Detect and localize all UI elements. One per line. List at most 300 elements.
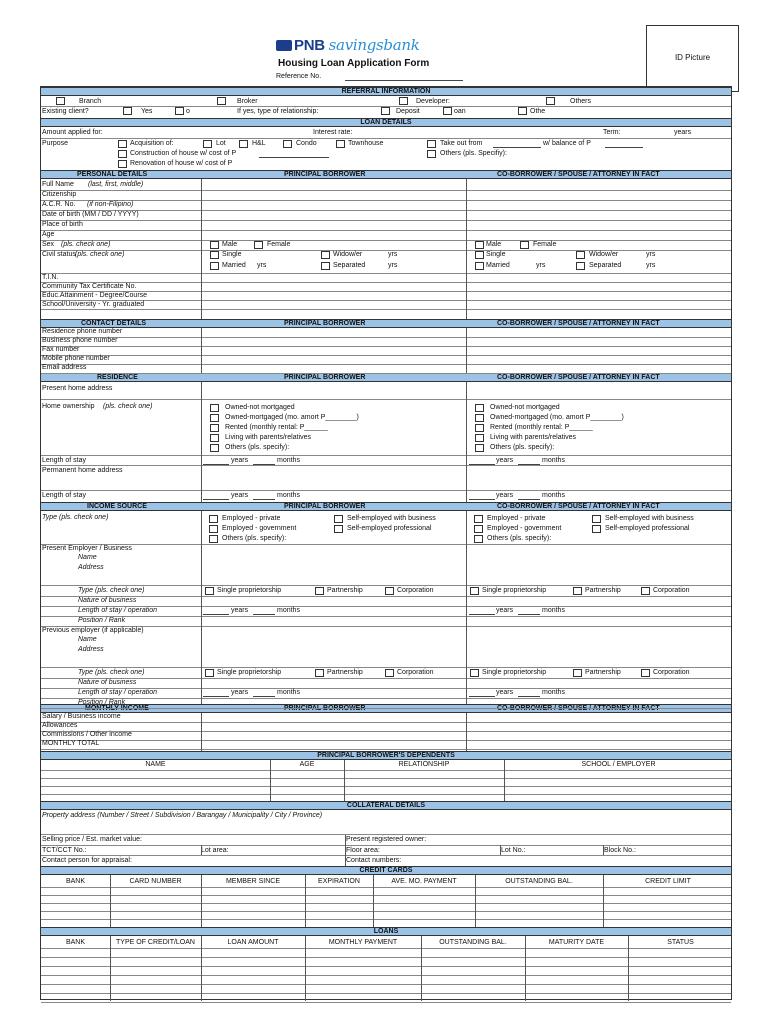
educ-label: Educ.Attainment - Degree/Course [42,292,148,299]
takeout-checkbox[interactable] [427,140,436,148]
cb-present-employer-sole-label: Single proprietorship [482,587,547,594]
lot-no-label: Lot No.: [501,847,526,854]
divider [41,190,731,191]
pb-others-residence-label: Others (pls. specify): [225,444,290,451]
cb-years-2-field[interactable] [469,499,495,500]
developer-checkbox[interactable] [399,97,408,105]
selling-price-label: Selling price / Est. market value: [42,836,142,843]
credit-card-col-header: OUTSTANDING BAL. [505,878,573,885]
cb-female-label: Female [533,241,557,248]
pb-years-2-field[interactable] [203,499,229,500]
pb-owned-mortgaged-checkbox[interactable] [210,414,219,422]
personal-details-header: PERSONAL DETAILS PRINCIPAL BORROWER CO-BORROWER / SPOUSE / ATTORNEY IN FACT [41,170,731,179]
sex-label: Sex [42,241,55,248]
cb-owned-not-mortgaged-checkbox[interactable] [475,404,484,412]
divider [41,770,731,771]
column-divider [201,875,202,927]
cb-previous-employer-corporation-checkbox[interactable] [641,669,650,677]
cb-rented-label: Rented (monthly rental: P______ [490,424,593,431]
column-divider [201,713,202,751]
previous-employer-type-label: Type (pls. check one) [78,669,145,676]
dependents-col-header: SCHOOL / EMPLOYER [581,761,656,768]
pb-present-employer-years-label: years [231,607,249,614]
dependents-col-header: AGE [299,761,315,768]
cb-living-with-parents-checkbox[interactable] [475,434,484,442]
others-checkbox[interactable] [546,97,555,105]
cb-female-checkbox[interactable] [520,241,529,249]
other-label: Othe [530,108,546,115]
term-label: Term: [603,129,621,136]
cb-widower-label: Widow/er [589,251,619,258]
pb-rented-label: Rented (monthly rental: P______ [225,424,328,431]
residence-phone-label: Residence phone number [42,328,123,335]
mobile-label: Mobile phone number [42,355,110,362]
monthly-income-header: MONTHLY INCOME PRINCIPAL BORROWER CO-BORROWER / SPOUSE / ATTORNEY IN FACT [41,704,731,713]
present-employer: Present Employer / Business [42,545,132,552]
divider [41,678,731,679]
divider [41,616,731,617]
deposit-label: Deposit [396,108,420,115]
tct-label: TCT/CCT No.: [42,847,87,854]
cb-previous-employer-sole-label: Single proprietorship [482,669,547,676]
block-no-label: Block No.: [604,847,636,854]
ownership-label: Home ownership [42,403,95,410]
column-divider [466,713,467,751]
loan-col-header: BANK [65,939,86,946]
renovation-label: Renovation of house w/ cost of P [130,160,233,167]
column-divider [603,875,604,927]
present-employer-type-label: Type (pls. check one) [78,587,145,594]
divider [41,337,731,338]
pb-owned-mortgaged-label: Owned-mortgaged (mo. amort P________) [225,414,359,421]
pb-income-others-checkbox[interactable] [209,535,218,543]
allowances-label: Allowances [42,722,78,729]
dependents-col-header: NAME [145,761,166,768]
divider [41,911,731,912]
income-source-header: INCOME SOURCE PRINCIPAL BORROWER CO-BORROWER / SPOUSE / ATTORNEY IN FACT [41,502,731,511]
pb-male-label: Male [222,241,238,248]
cb-present-employer-years-field[interactable] [469,614,495,615]
pb-living-with-parents-checkbox[interactable] [210,434,219,442]
cb-previous-employer-sole-checkbox[interactable] [470,669,479,677]
column-divider [500,845,501,855]
branch-label: Branch [79,98,102,105]
pb-previous-employer-years-field[interactable] [203,696,229,697]
construction-label: Construction of house w/ cost of P [130,150,237,157]
cb-present-employer-corporation-label: Corporation [653,587,690,594]
divider [41,708,731,709]
contact-details-header: CONTACT DETAILS PRINCIPAL BORROWER CO-BORROWER / SPOUSE / ATTORNEY IN FACT [41,319,731,328]
cb-present-employer-years-label: years [496,607,514,614]
loan-col-header: TYPE OF CREDIT/LOAN [116,939,195,946]
column-divider [603,845,604,855]
pb-previous-employer-partnership-checkbox[interactable] [315,669,324,677]
lot-checkbox[interactable] [203,140,212,148]
present-employer-address-label: Address [78,564,104,571]
id-picture-box[interactable]: ID Picture [646,25,739,92]
pb-months-2-field[interactable] [253,499,275,500]
cb-owned-mortgaged-checkbox[interactable] [475,414,484,422]
tin-label: T.I.N. [42,274,59,281]
cb-previous-employer-partnership-checkbox[interactable] [573,669,582,677]
no-checkbox[interactable] [175,107,184,115]
pb-years-2-label: years [231,492,249,499]
pb-separated-checkbox[interactable] [321,262,330,270]
cb-months-2-field[interactable] [518,499,540,500]
cb-self-employed-business-label: Self-employed with business [605,515,694,522]
pb-married-label: Married [222,262,246,269]
cb-widower-checkbox[interactable] [576,251,585,259]
divider [41,731,731,732]
column-divider [345,835,346,866]
branch-checkbox[interactable] [56,97,65,105]
cb-self-employed-professional-checkbox[interactable] [592,525,601,533]
loan-label: oan [454,108,466,115]
divider [41,786,731,787]
reference-label: Reference No. [276,73,322,80]
divider [41,794,731,795]
pb-present-employer-months-label: months [277,607,300,614]
divider [41,596,731,597]
pb-months-2-label: months [277,492,300,499]
pb-self-employed-professional-label: Self-employed professional [347,525,432,532]
townhouse-checkbox[interactable] [336,140,345,148]
loan-col-header: MATURITY DATE [548,939,605,946]
cb-employed-government-checkbox[interactable] [474,525,483,533]
full-name-label: Full Name [42,181,74,188]
column-divider [466,179,467,319]
divider [41,282,731,283]
column-divider [110,875,111,927]
monthly-total-label: MONTHLY TOTAL [42,740,100,747]
cb-previous-employer-years-field[interactable] [469,696,495,697]
pb-previous-employer-sole-checkbox[interactable] [205,669,214,677]
divider [41,667,731,668]
column-divider [466,382,467,502]
pb-previous-employer-years-label: years [231,689,249,696]
cb-present-employer-months-label: months [542,607,565,614]
pb-previous-employer-corporation-checkbox[interactable] [385,669,394,677]
pb-employed-private-label: Employed - private [222,515,281,522]
credit-card-col-header: MEMBER SINCE [225,878,281,885]
form-title: Housing Loan Application Form [278,58,430,69]
column-divider [628,936,629,1001]
pb-owned-not-mortgaged-label: Owned-not mortgaged [225,404,295,411]
divider [41,230,731,231]
pb-employed-government-checkbox[interactable] [209,525,218,533]
pb-previous-employer-months-field[interactable] [253,696,275,697]
pb-self-employed-business-checkbox[interactable] [334,515,343,523]
divider [41,698,731,699]
column-divider [201,936,202,1001]
divider [41,373,731,374]
divider [41,1002,731,1003]
divider [41,355,731,356]
column-divider [475,875,476,927]
cb-separated-label: Separated [589,262,622,269]
pob-label: Place of birth [42,221,83,228]
divider [41,309,731,310]
credit-card-col-header: AVE. MO. PAYMENT [391,878,457,885]
cb-others-residence-label: Others (pls. specify): [490,444,555,451]
divider [41,346,731,347]
pb-present-employer-partnership-label: Partnership [327,587,363,594]
cb-male-checkbox[interactable] [475,241,484,249]
loan-checkbox[interactable] [443,107,452,115]
others-label: Others [570,98,592,105]
cb-single-label: Single [486,251,506,258]
column-divider [421,936,422,1001]
others-purpose-label: Others (pls. Specifiy): [440,150,507,157]
pb-self-employed-professional-checkbox[interactable] [334,525,343,533]
balance-field[interactable] [605,147,643,148]
cb-male-label: Male [486,241,502,248]
acquisition-checkbox[interactable] [118,140,127,148]
divider [41,855,731,856]
column-divider [201,328,202,373]
divider [41,210,731,211]
sex-hint: (pls. check one) [61,241,111,248]
civil-status-hint: (pls. check one) [75,251,125,258]
business-phone-label: Business phone number [42,337,118,344]
cb-married-checkbox[interactable] [475,262,484,270]
divider [41,585,731,586]
cb-employed-private-checkbox[interactable] [474,515,483,523]
salary-label: Salary / Business income [42,713,121,720]
column-divider [466,511,467,704]
citizenship-label: Citizenship [42,191,77,198]
cb-separated-checkbox[interactable] [576,262,585,270]
pb-present-employer-corporation-checkbox[interactable] [385,587,394,595]
acr-label: A.C.R. No. [42,201,76,208]
column-divider [305,936,306,1001]
cb-single-checkbox[interactable] [475,251,484,259]
loan-col-header: LOAN AMOUNT [227,939,279,946]
column-divider [373,875,374,927]
cb-self-employed-professional-label: Self-employed professional [605,525,690,532]
pb-present-employer-sole-label: Single proprietorship [217,587,282,594]
previous-employer: Previous employer (if applicable) [42,627,144,634]
pb-others-residence-checkbox[interactable] [210,444,219,452]
cb-present-employer-partnership-label: Partnership [585,587,621,594]
cb-separated-yrs: yrs [646,262,656,269]
cb-self-employed-business-checkbox[interactable] [592,515,601,523]
takeout-field[interactable] [493,147,541,148]
column-divider [305,875,306,927]
divider [41,300,731,301]
loan-col-header: OUTSTANDING BAL. [439,939,507,946]
cb-income-others-checkbox[interactable] [474,535,483,543]
cb-months-2-label: months [542,492,565,499]
previous-employer-name-label: Name [78,636,97,643]
pb-previous-employer-months-label: months [277,689,300,696]
cb-married-yrs: yrs [536,262,546,269]
pb-married-checkbox[interactable] [210,262,219,270]
term-years-label: years [674,129,692,136]
previous-employer-address-label: Address [78,646,104,653]
pnb-savingsbank-logo: PNB savingsbank [276,36,420,54]
cb-employed-government-label: Employed - government [487,525,562,532]
developer-label: Developer: [416,98,450,105]
reference-field[interactable] [345,80,463,81]
column-divider [466,328,467,373]
civil-status-label: Civil status [42,251,76,258]
commissions-label: Commissions / Other income [42,731,132,738]
yes-checkbox[interactable] [123,107,132,115]
income-type-label: Type (pls. check one) [42,514,109,521]
other-checkbox[interactable] [518,107,527,115]
construction-field[interactable] [259,157,329,158]
cb-rented-checkbox[interactable] [475,424,484,432]
pb-present-employer-years-field[interactable] [203,614,229,615]
column-divider [504,760,505,801]
broker-label: Broker [237,98,258,105]
pb-single-checkbox[interactable] [210,251,219,259]
acquisition-label: Acquisition of: [130,140,174,147]
no-label: o [186,108,190,115]
previous-employer-length-label: Length of stay / operation [78,689,157,696]
permanent-address-label: Permanent home address [42,467,123,474]
lot-area-label: Lot area: [201,847,229,854]
present-employer-nature-label: Nature of business [78,597,137,604]
credit-cards-header: CREDIT CARDS [41,866,731,875]
dob-label: Date of birth (MM / DD / YYYY) [42,211,139,218]
lot-label: Lot [216,140,226,147]
hl-checkbox[interactable] [239,140,248,148]
application-form [40,86,732,1000]
full-name-label-hint: (last, first, middle) [88,181,144,188]
pb-widower-yrs: yrs [388,251,398,258]
yes-label: Yes [141,108,153,115]
credit-card-col-header: EXPIRATION [318,878,360,885]
divider [41,220,731,221]
townhouse-label: Townhouse [348,140,384,147]
pb-months-label: months [277,457,300,464]
cb-present-employer-corporation-checkbox[interactable] [641,587,650,595]
cb-present-employer-partnership-checkbox[interactable] [573,587,582,595]
pb-previous-employer-sole-label: Single proprietorship [217,669,282,676]
dependents-header: PRINCIPAL BORROWER'S DEPENDENTS [41,751,731,760]
cb-owned-not-mortgaged-label: Owned-not mortgaged [490,404,560,411]
pb-employed-government-label: Employed - government [222,525,297,532]
loan-col-header: MONTHLY PAYMENT [328,939,398,946]
column-divider [110,936,111,1001]
pb-owned-not-mortgaged-checkbox[interactable] [210,404,219,412]
pb-rented-checkbox[interactable] [210,424,219,432]
ownership-hint: (pls. check one) [103,403,153,410]
column-divider [201,382,202,502]
cb-widower-yrs: yrs [646,251,656,258]
divider [41,834,731,835]
broker-checkbox[interactable] [217,97,226,105]
divider [41,250,731,251]
column-divider [270,760,271,801]
cb-previous-employer-partnership-label: Partnership [585,669,621,676]
pb-separated-label: Separated [333,262,366,269]
cb-present-employer-sole-checkbox[interactable] [470,587,479,595]
divider [41,778,731,779]
referral-header: REFERRAL INFORMATION [41,87,731,96]
takeout-label: Take out from [440,140,483,147]
pb-single-label: Single [222,251,242,258]
email-label: Email address [42,364,87,371]
pb-present-employer-sole-checkbox[interactable] [205,587,214,595]
divider [41,903,731,904]
relationship-label: If yes, type of relationship: [237,108,319,115]
credit-card-col-header: BANK [65,878,86,885]
divider [41,490,731,491]
cb-previous-employer-years-label: years [496,689,514,696]
balance-label: w/ balance of P [543,140,591,147]
divider [41,399,731,400]
pb-married-yrs: yrs [257,262,267,269]
others-purpose-checkbox[interactable] [427,150,436,158]
pb-living-with-parents-label: Living with parents/relatives [225,434,311,441]
column-divider [201,845,202,855]
hl-label: H&L [252,140,266,147]
present-address-label: Present home address [42,385,113,392]
divider [41,749,731,750]
pb-male-checkbox[interactable] [210,241,219,249]
cb-income-others-label: Others (pls. specify): [487,535,552,542]
present-employer-position-label: Position / Rank [78,617,126,624]
fax-label: Fax number [42,346,80,353]
condo-checkbox[interactable] [283,140,292,148]
cb-years-label: years [496,457,514,464]
pb-female-checkbox[interactable] [254,241,263,249]
age-label: Age [42,231,55,238]
condo-label: Condo [296,140,317,147]
cb-years-2-label: years [496,492,514,499]
credit-card-col-header: CREDIT LIMIT [645,878,691,885]
renovation-checkbox[interactable] [118,160,127,168]
cb-previous-employer-months-label: months [542,689,565,696]
cb-previous-employer-months-field[interactable] [518,696,540,697]
purpose-label: Purpose [42,140,69,147]
cb-married-label: Married [486,262,510,269]
pb-employed-private-checkbox[interactable] [209,515,218,523]
pb-widower-checkbox[interactable] [321,251,330,259]
pb-present-employer-months-field[interactable] [253,614,275,615]
acr-label-hint: (if non-Filipino) [87,201,134,208]
interest-label: Interest rate: [313,129,353,136]
cb-living-with-parents-label: Living with parents/relatives [490,434,576,441]
divider [41,465,731,466]
present-employer-length-label: Length of stay / operation [78,607,157,614]
deposit-checkbox[interactable] [381,107,390,115]
dependents-col-header: RELATIONSHIP [398,761,450,768]
amount-label: Amount applied for: [42,129,103,136]
divider [41,240,731,241]
column-divider [344,760,345,801]
divider [41,200,731,201]
cb-present-employer-months-field[interactable] [518,614,540,615]
construction-checkbox[interactable] [118,150,127,158]
pb-present-employer-partnership-checkbox[interactable] [315,587,324,595]
cb-employed-private-label: Employed - private [487,515,546,522]
existing-client-label: Existing client? [42,108,89,115]
loans-header: LOANS [41,927,731,936]
pnb-logo-icon [276,40,292,51]
divider [41,919,731,920]
divider [41,895,731,896]
divider [41,273,731,274]
registered-owner-label: Present registered owner: [346,836,427,843]
divider [41,455,731,456]
pb-income-others-label: Others (pls. specify): [222,535,287,542]
cb-others-residence-checkbox[interactable] [475,444,484,452]
loan-details-header: LOAN DETAILS [41,118,731,127]
